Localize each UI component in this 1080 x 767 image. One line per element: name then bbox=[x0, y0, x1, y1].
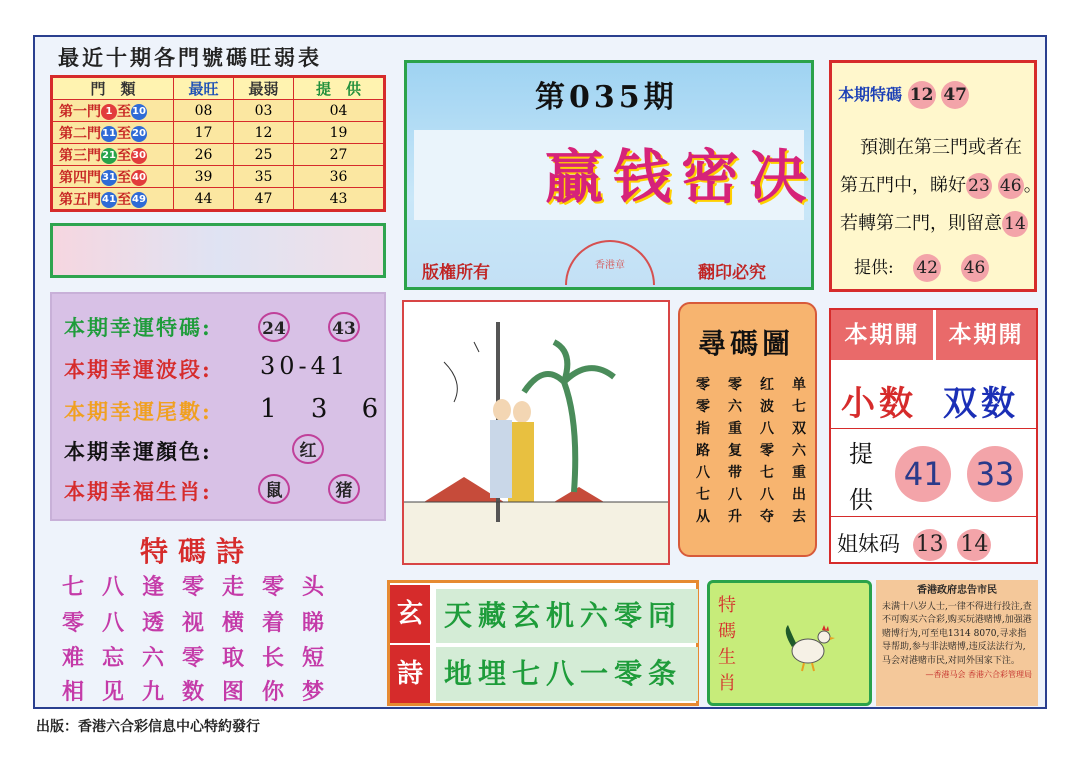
search-cell: 指 bbox=[696, 421, 710, 437]
lucky-color: 红 bbox=[292, 434, 324, 464]
to-char: 至 bbox=[117, 103, 131, 120]
search-cell: 零 bbox=[696, 377, 710, 393]
open-head-2: 本期開 bbox=[936, 310, 1036, 360]
range-to-ball: 20 bbox=[131, 126, 147, 142]
row-label: 第四門 bbox=[59, 169, 101, 186]
prediction-num: 23 bbox=[966, 173, 992, 199]
poem-line: 相见九数图你梦 bbox=[62, 679, 343, 705]
search-code-chart bbox=[678, 302, 817, 557]
table-title: 最近十期各門號碼旺弱表 bbox=[58, 45, 322, 70]
banner-title: 贏钱密决 bbox=[545, 143, 818, 211]
open-provide-num: 33 bbox=[967, 446, 1023, 502]
search-cell: 出 bbox=[792, 487, 806, 503]
search-cell: 单 bbox=[792, 377, 806, 393]
lucky-special-num: 43 bbox=[328, 312, 360, 342]
government-notice bbox=[876, 580, 1038, 706]
search-cell: 带 bbox=[728, 465, 742, 481]
special-prediction-box bbox=[829, 60, 1042, 292]
to-char: 至 bbox=[117, 147, 131, 164]
zodiac-char: 碼 bbox=[718, 621, 736, 642]
cell-provide: 43 bbox=[294, 188, 385, 211]
search-cell: 零 bbox=[728, 377, 742, 393]
provide-label: 提供: bbox=[854, 258, 894, 278]
cell-max: 08 bbox=[174, 100, 234, 122]
prediction-num: 14 bbox=[1002, 211, 1028, 237]
mystery-poem-box bbox=[387, 580, 699, 706]
search-cell: 八 bbox=[760, 487, 774, 503]
illustration-couple bbox=[402, 300, 670, 565]
range-to-ball: 40 bbox=[131, 170, 147, 186]
sister-num: 14 bbox=[957, 529, 991, 561]
range-to-ball: 10 bbox=[131, 104, 147, 120]
sister-label: 姐妹码 bbox=[837, 532, 900, 556]
poem-title: 特碼詩 bbox=[140, 535, 255, 568]
search-cell: 去 bbox=[792, 509, 806, 525]
header-max: 最旺 bbox=[174, 77, 234, 100]
lucky-tail: 6 bbox=[361, 394, 379, 424]
lucky-color-label: 本期幸運顏色: bbox=[64, 439, 212, 464]
range-from-ball: 31 bbox=[101, 170, 117, 186]
copyright-right: 翻印必究 bbox=[698, 263, 766, 283]
notice-body: 未满十八岁人士,一律不得进行投注,查不可购买六合彩,购买玩港赌博,加强港赌博行为,可至电1314 8070,寻求指导帮助,参与非法赌博,违反法法行为,马会对港赌市民,对同外国家下注。 bbox=[882, 601, 1032, 666]
zodiac-char: 特 bbox=[718, 595, 736, 616]
table-row bbox=[52, 188, 385, 211]
issue-number: 第035期 bbox=[535, 80, 678, 115]
row-label: 第三門 bbox=[59, 147, 101, 164]
search-cell: 七 bbox=[760, 465, 774, 481]
lucky-special-label: 本期幸運特碼: bbox=[64, 315, 212, 340]
rooster-icon bbox=[780, 621, 840, 673]
provide-num: 46 bbox=[961, 254, 989, 282]
cell-max: 44 bbox=[174, 188, 234, 211]
copyright-left: 版権所有 bbox=[422, 263, 490, 283]
search-cell: 八 bbox=[696, 465, 710, 481]
strength-table bbox=[50, 75, 386, 212]
table-row bbox=[52, 122, 385, 144]
provide-num: 42 bbox=[913, 254, 941, 282]
prediction-line1: 預測在第三門或者在 bbox=[860, 137, 1022, 158]
range-to-ball: 30 bbox=[131, 148, 147, 164]
lucky-special-num: 24 bbox=[258, 312, 290, 342]
cell-provide: 27 bbox=[294, 144, 385, 166]
zodiac-char: 生 bbox=[718, 647, 736, 668]
search-cell: 红 bbox=[760, 377, 774, 393]
header-category: 門 類 bbox=[52, 77, 174, 100]
special-zodiac-box bbox=[707, 580, 872, 706]
cell-provide: 36 bbox=[294, 166, 385, 188]
search-cell: 路 bbox=[696, 443, 710, 459]
poem-line: 七八逢零走零头 bbox=[62, 574, 343, 600]
special-label: 本期特碼 bbox=[838, 85, 903, 104]
poem-line: 零八透视横着睇 bbox=[62, 610, 343, 636]
special-num: 12 bbox=[908, 81, 936, 109]
notice-title: 香港政府忠告市民 bbox=[917, 585, 997, 596]
cell-min: 47 bbox=[234, 188, 294, 211]
mystery-line1: 天藏玄机六零同 bbox=[436, 589, 698, 643]
sister-num: 13 bbox=[913, 529, 947, 561]
search-cell: 零 bbox=[696, 399, 710, 415]
lucky-box bbox=[50, 292, 386, 521]
lucky-zodiac-label: 本期幸福生肖: bbox=[64, 479, 212, 504]
prediction-end: 。 bbox=[1023, 175, 1042, 196]
search-cell: 复 bbox=[728, 443, 742, 459]
provide-char-1: 提 bbox=[849, 440, 873, 468]
lucky-wave: 30-41 bbox=[260, 352, 350, 380]
mystery-left-top: 玄 bbox=[390, 585, 430, 643]
table-row bbox=[52, 144, 385, 166]
range-from-ball: 11 bbox=[101, 126, 117, 142]
table-row bbox=[52, 166, 385, 188]
search-cell: 升 bbox=[728, 509, 742, 525]
lucky-tail: 1 bbox=[260, 394, 277, 424]
mystery-left-bottom: 詩 bbox=[390, 645, 430, 703]
lucky-tail: 3 bbox=[310, 394, 328, 424]
search-cell: 夺 bbox=[760, 509, 774, 525]
mystery-line2: 地埋七八一零条 bbox=[436, 647, 698, 701]
to-char: 至 bbox=[117, 169, 131, 186]
lucky-zodiac: 猪 bbox=[328, 474, 360, 504]
prediction-line2: 第五門中，睇好 bbox=[840, 175, 966, 196]
cell-min: 25 bbox=[234, 144, 294, 166]
search-cell: 七 bbox=[696, 487, 710, 503]
stamp-text: 香港章 bbox=[595, 260, 625, 271]
notice-sign: —香港马会 香港六合彩管理局 bbox=[925, 670, 1032, 679]
search-cell: 重 bbox=[728, 421, 742, 437]
divider bbox=[831, 428, 1036, 429]
to-char: 至 bbox=[117, 125, 131, 142]
cell-max: 26 bbox=[174, 144, 234, 166]
open-even: 双数 bbox=[943, 384, 1019, 424]
zodiac-char: 肖 bbox=[718, 673, 736, 694]
blurred-banner-box bbox=[50, 223, 386, 278]
range-from-ball: 1 bbox=[101, 104, 117, 120]
cell-min: 03 bbox=[234, 100, 294, 122]
lucky-tail-label: 本期幸運尾數: bbox=[64, 399, 212, 424]
lucky-wave-label: 本期幸運波段: bbox=[64, 357, 212, 382]
search-cell: 七 bbox=[792, 399, 806, 415]
lucky-zodiac: 鼠 bbox=[258, 474, 290, 504]
range-to-ball: 49 bbox=[131, 192, 147, 208]
header-min: 最弱 bbox=[234, 77, 294, 100]
prediction-num: 46 bbox=[998, 173, 1024, 199]
open-result-box bbox=[829, 308, 1038, 564]
open-provide-num: 41 bbox=[895, 446, 951, 502]
search-grid bbox=[688, 374, 814, 526]
search-cell: 六 bbox=[792, 443, 806, 459]
search-cell: 六 bbox=[728, 399, 742, 415]
range-from-ball: 41 bbox=[101, 192, 117, 208]
couple-illustration bbox=[404, 302, 668, 563]
provide-char-2: 供 bbox=[849, 486, 873, 514]
range-from-ball: 21 bbox=[101, 148, 117, 164]
open-small: 小数 bbox=[841, 384, 917, 424]
search-cell: 重 bbox=[792, 465, 806, 481]
row-label: 第一門 bbox=[59, 103, 101, 120]
open-head-1: 本期開 bbox=[831, 310, 933, 360]
search-cell: 零 bbox=[760, 443, 774, 459]
cell-max: 39 bbox=[174, 166, 234, 188]
cell-max: 17 bbox=[174, 122, 234, 144]
search-cell: 从 bbox=[696, 509, 710, 525]
publisher-footer: 出版：香港六合彩信息中心特約發行 bbox=[36, 719, 260, 735]
search-cell: 八 bbox=[760, 421, 774, 437]
header-provide: 提 供 bbox=[294, 77, 385, 100]
search-cell: 八 bbox=[728, 487, 742, 503]
row-label: 第五門 bbox=[59, 191, 101, 208]
search-title: 尋碼圖 bbox=[698, 327, 795, 360]
divider bbox=[831, 516, 1036, 517]
cell-provide: 04 bbox=[294, 100, 385, 122]
special-num: 47 bbox=[941, 81, 969, 109]
table-row bbox=[52, 100, 385, 122]
search-cell: 双 bbox=[792, 421, 806, 437]
prediction-line3: 若轉第二門，則留意 bbox=[840, 213, 1002, 234]
cell-min: 12 bbox=[234, 122, 294, 144]
cell-provide: 19 bbox=[294, 122, 385, 144]
row-label: 第二門 bbox=[59, 125, 101, 142]
poem-line: 难忘六零取长短 bbox=[62, 645, 343, 671]
search-cell: 波 bbox=[760, 399, 774, 415]
to-char: 至 bbox=[117, 191, 131, 208]
cell-min: 35 bbox=[234, 166, 294, 188]
